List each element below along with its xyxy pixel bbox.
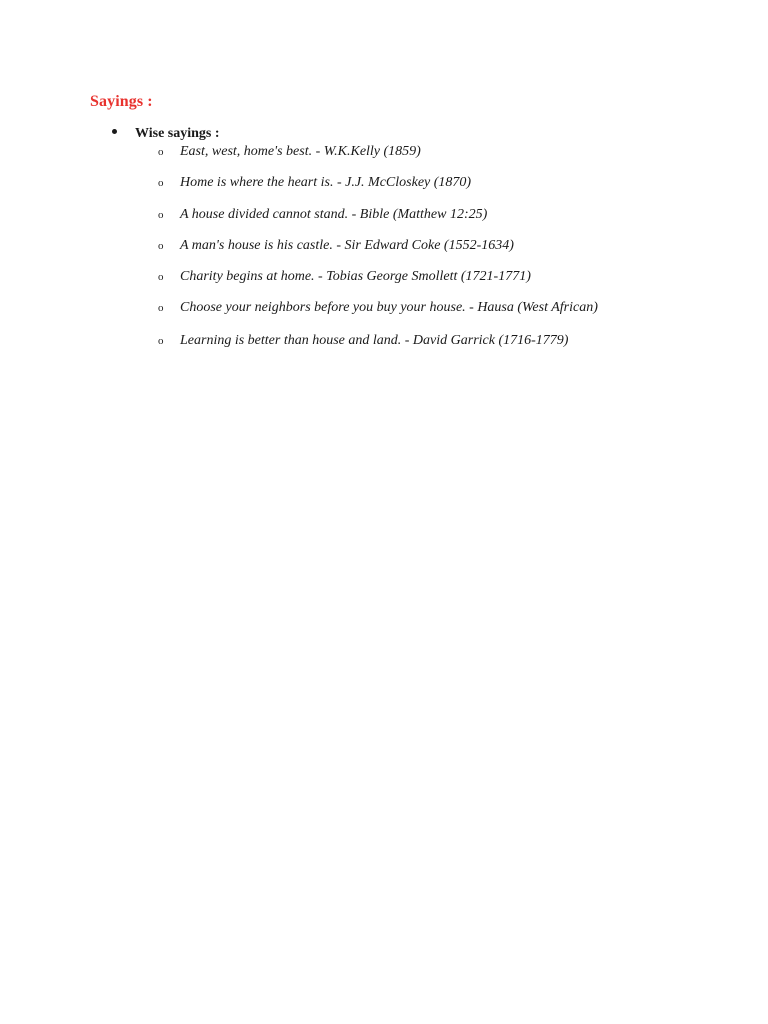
sub-bullet-icon: o [158, 335, 164, 347]
quote-text: A house divided cannot stand. - Bible (Matthew 12:25) [180, 207, 488, 222]
list-item-label: Wise sayings : [135, 126, 220, 141]
list-item [158, 300, 598, 316]
bullet-icon [112, 129, 117, 134]
quote-text: Home is where the heart is. - J.J. McCloskey (1870) [180, 175, 472, 190]
list-item [158, 207, 487, 223]
sub-bullet-icon: o [158, 209, 164, 221]
sub-bullet-icon: o [158, 146, 164, 158]
sub-bullet-icon: o [158, 177, 164, 189]
sub-bullet-icon: o [158, 302, 164, 314]
quote-text: East, west, home's best. - W.K.Kelly (1859) [180, 144, 421, 159]
quote-text: A man's house is his castle. - Sir Edward Coke (1552-1634) [180, 238, 514, 253]
list-item [158, 269, 531, 285]
sub-bullet-icon: o [158, 240, 164, 252]
list-item [158, 238, 514, 254]
list-item-wise-sayings [112, 126, 220, 142]
quote-text: Choose your neighbors before you buy your house. - Hausa (West African) [180, 300, 598, 315]
quote-text: Charity begins at home. - Tobias George Smollett (1721-1771) [180, 269, 531, 284]
section-heading: Sayings : [90, 93, 153, 110]
list-item [158, 333, 568, 349]
list-item [158, 144, 421, 160]
list-item [158, 175, 471, 191]
quote-text: Learning is better than house and land. - David Garrick (1716-1779) [180, 333, 569, 348]
sub-bullet-icon: o [158, 271, 164, 283]
